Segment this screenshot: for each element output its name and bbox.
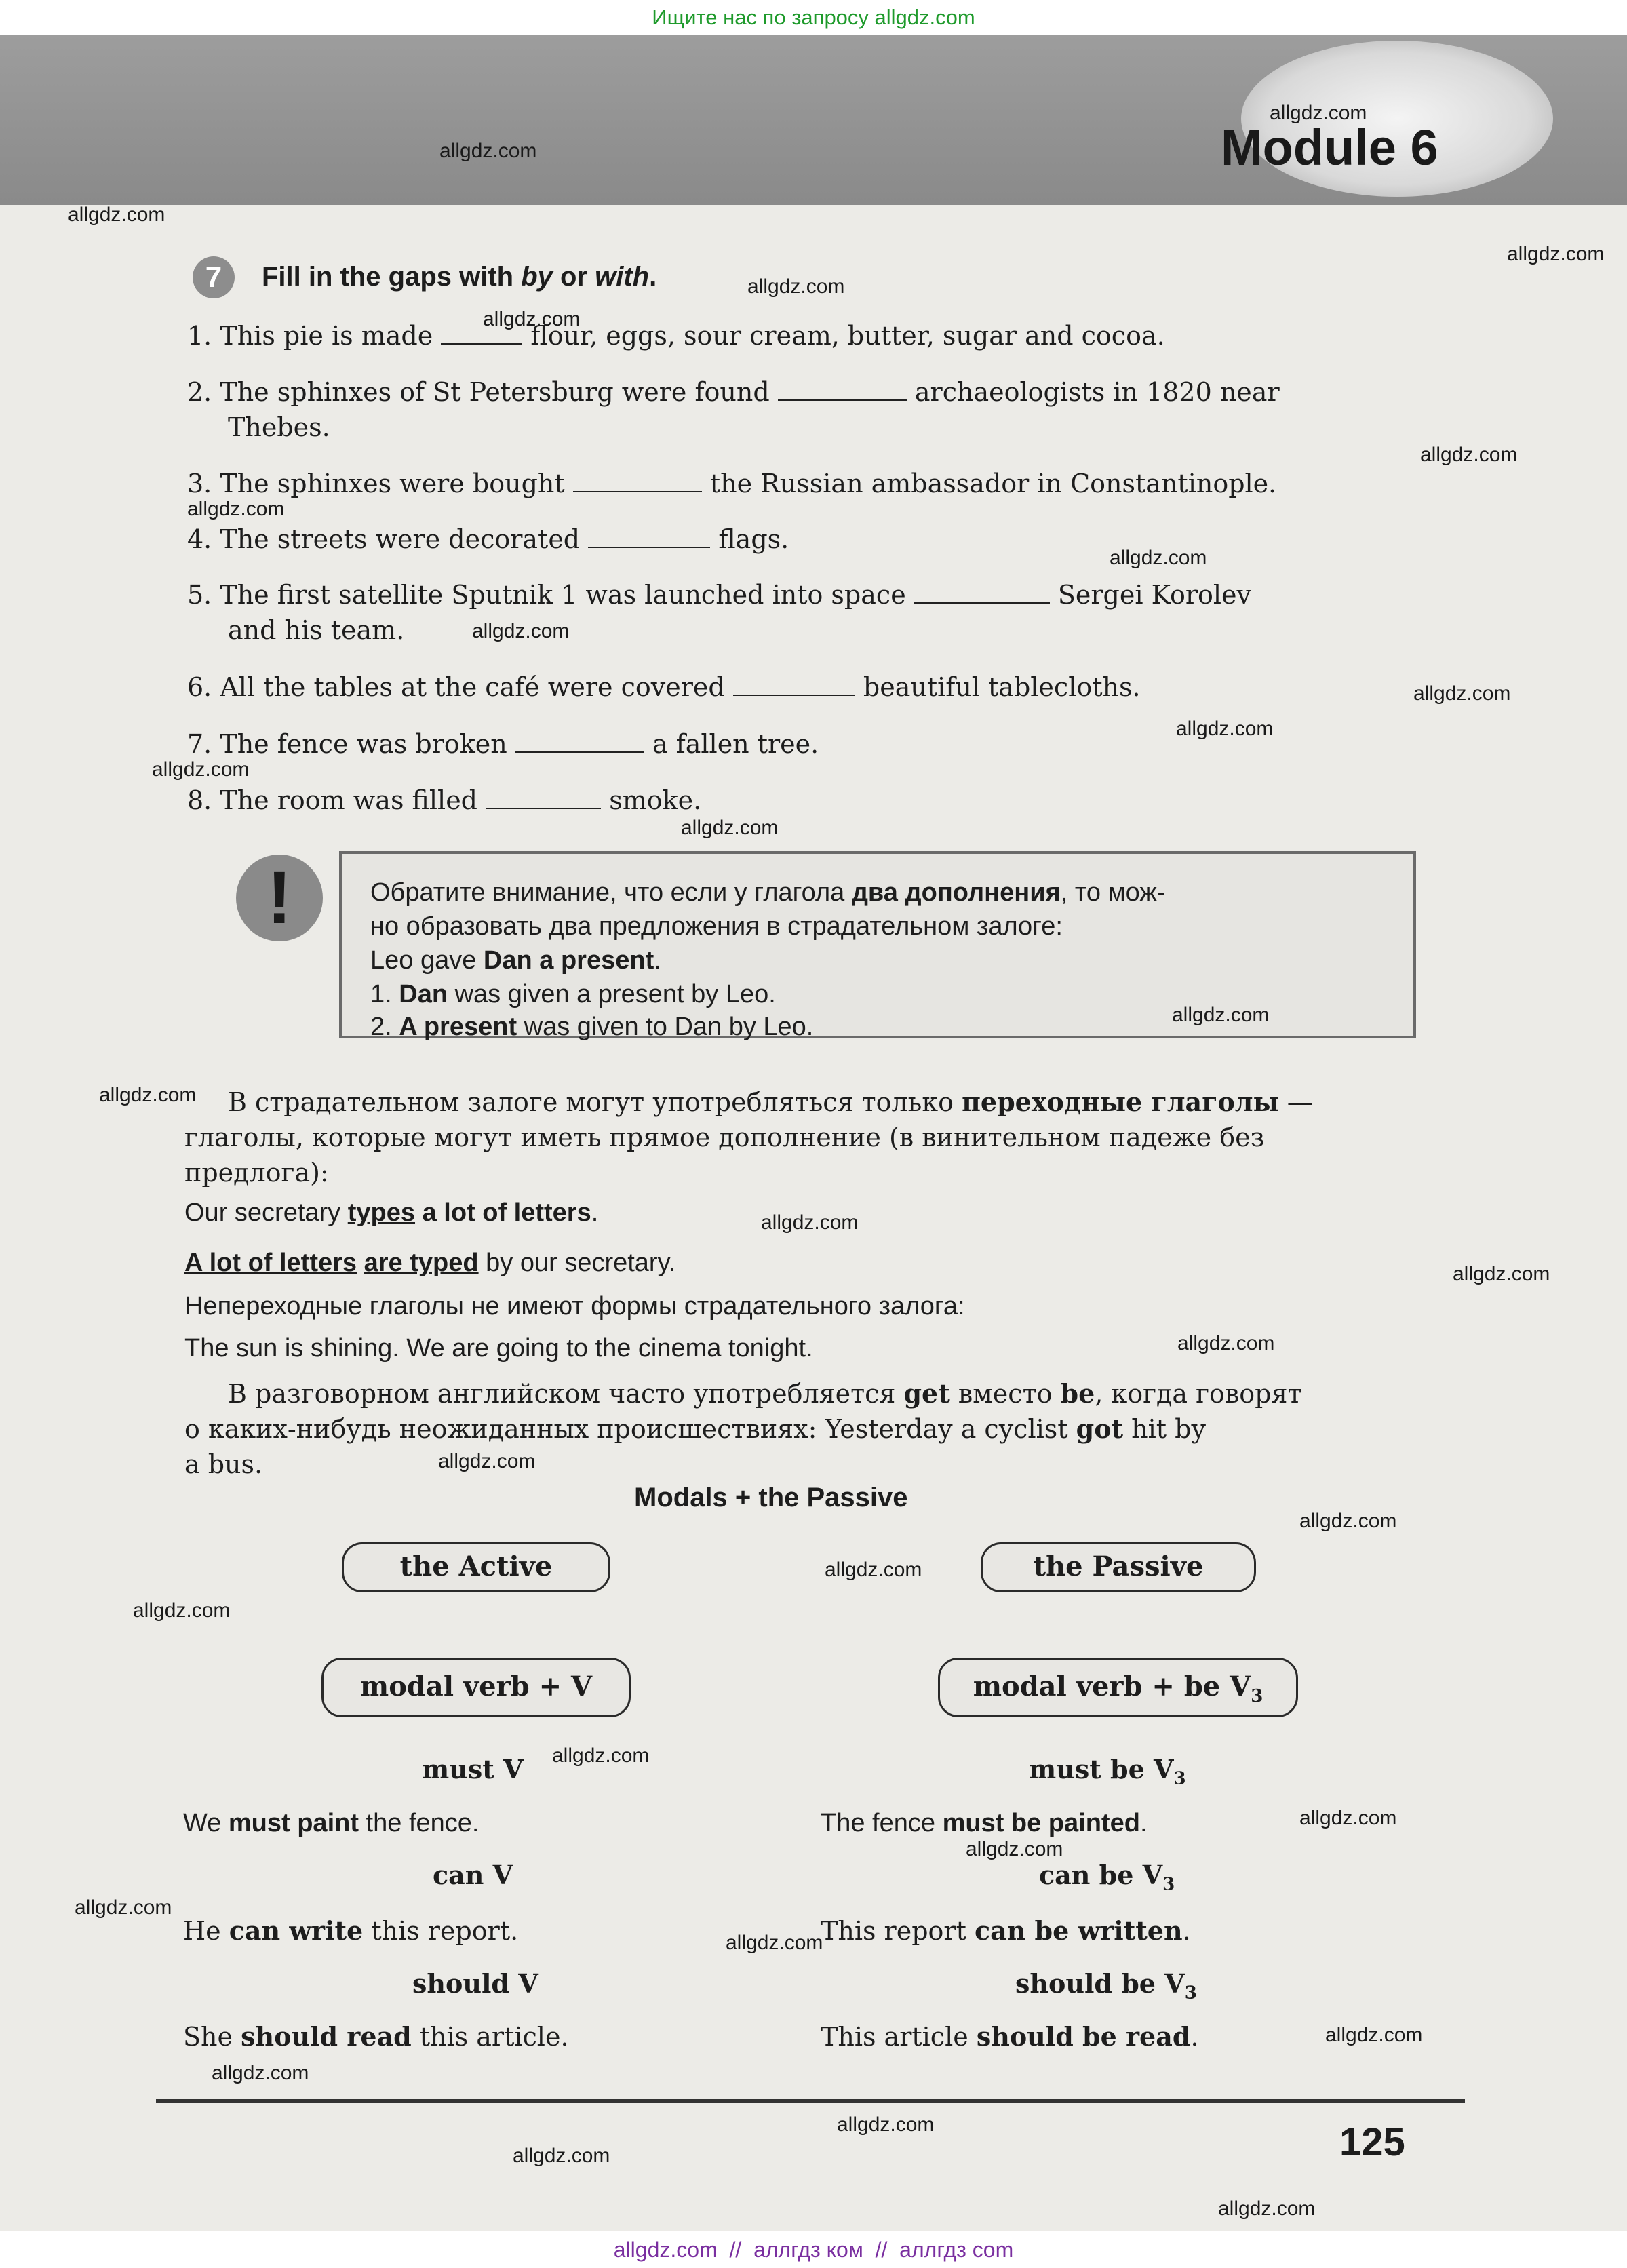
can-active: can V <box>433 1860 513 1890</box>
sentence-2: 2. The sphinxes of St Petersburg were found archaeologists in 1820 near <box>187 377 1280 407</box>
example-intransitive: The sun is shining. We are going to the cinema tonight. <box>184 1334 813 1363</box>
watermark: allgdz.com <box>1413 682 1511 705</box>
watermark: allgdz.com <box>726 1932 823 1954</box>
watermark: allgdz.com <box>1325 2024 1423 2046</box>
watermark: allgdz.com <box>99 1084 197 1106</box>
watermark: allgdz.com <box>152 758 250 781</box>
watermark: allgdz.com <box>1218 2197 1316 2220</box>
can-passive: can be $V_3$ <box>1039 1860 1175 1895</box>
watermark: allgdz.com <box>1270 102 1367 124</box>
watermark: allgdz.com <box>513 2145 610 2167</box>
bottom-rule <box>156 2099 1465 2103</box>
theory-p7: a bus. <box>184 1449 263 1479</box>
theory-p6: о каких-нибудь неожиданных происшествиях: Yesterday a cyclist got hit by <box>184 1413 1206 1444</box>
watermark: allgdz.com <box>187 498 285 520</box>
must-active-example: We must paint the fence. <box>183 1809 479 1837</box>
sentence-8: 8. The room was filled smoke. <box>187 785 702 815</box>
note-line-4: 1. Dan was given a present by Leo. <box>370 980 776 1009</box>
watermark: allgdz.com <box>68 203 165 226</box>
watermark: allgdz.com <box>1453 1263 1550 1285</box>
note-line-1: Обратите внимание, что если у глагола два дополнения, то мож- <box>370 878 1166 907</box>
exclamation-icon: ! <box>236 855 323 941</box>
formula-active: modal verb + V <box>321 1658 631 1717</box>
theory-p1: В страдательном залоге могут употребляться только переходные глаголы — <box>228 1087 1313 1117</box>
active-label: the Active <box>342 1542 610 1592</box>
watermark: allgdz.com <box>1110 547 1207 569</box>
should-active-example: She should read this article. <box>183 2021 569 2052</box>
sentence-5-continuation: and his team. <box>228 615 405 645</box>
should-passive: should be $V_3$ <box>1015 1968 1197 2003</box>
sentence-4: 4. The streets were decorated flags. <box>187 524 789 554</box>
gap-7[interactable] <box>515 728 644 753</box>
watermark: allgdz.com <box>1177 1332 1275 1354</box>
sentence-3: 3. The sphinxes were bought the Russian ambassador in Constantinople. <box>187 469 1277 498</box>
gap-4[interactable] <box>588 524 710 548</box>
exercise-number-badge: 7 <box>193 256 235 298</box>
note-line-2: но образовать два предложения в страдательном залоге: <box>370 912 1063 941</box>
sentence-5: 5. The first satellite Sputnik 1 was launched into space Sergei Korolev <box>187 580 1252 610</box>
watermark: allgdz.com <box>681 817 779 839</box>
gap-6[interactable] <box>733 671 855 696</box>
exercise-instruction: Fill in the gaps with by or with. <box>262 262 657 292</box>
sentence-1: 1. This pie is made flour, eggs, sour cream, butter, sugar and cocoa. <box>187 321 1165 351</box>
theory-p2: глаголы, которые могут иметь прямое дополнение (в винительном падеже без <box>184 1122 1265 1152</box>
example-passive: A lot of letters are typed by our secretary. <box>184 1249 676 1277</box>
watermark: allgdz.com <box>1507 243 1605 265</box>
watermark: allgdz.com <box>438 1450 536 1472</box>
must-passive-example: The fence must be painted. <box>821 1809 1148 1837</box>
watermark: allgdz.com <box>837 2113 935 2136</box>
sentence-2-continuation: Thebes. <box>228 412 330 442</box>
top-banner-text: Ищите нас по запросу allgdz.com <box>652 5 975 29</box>
watermark: allgdz.com <box>1176 718 1274 740</box>
sentence-6: 6. All the tables at the café were covered beautiful tablecloths. <box>187 672 1141 702</box>
watermark: allgdz.com <box>825 1559 922 1581</box>
watermark: allgdz.com <box>472 620 570 642</box>
should-passive-example: This article should be read. <box>821 2021 1199 2052</box>
watermark: allgdz.com <box>552 1744 650 1767</box>
watermark: allgdz.com <box>212 2062 309 2084</box>
watermark: allgdz.com <box>747 275 845 298</box>
watermark: allgdz.com <box>1420 444 1518 466</box>
gap-2[interactable] <box>778 376 907 401</box>
watermark: allgdz.com <box>483 308 581 330</box>
passive-label: the Passive <box>981 1542 1256 1592</box>
watermark: allgdz.com <box>966 1838 1063 1860</box>
example-active: Our secretary types a lot of letters. <box>184 1198 599 1227</box>
sentence-7: 7. The fence was broken a fallen tree. <box>187 729 819 759</box>
watermark: allgdz.com <box>75 1896 172 1919</box>
note-line-3: Leo gave Dan a present. <box>370 946 661 975</box>
module-title: Module 6 <box>1221 119 1438 176</box>
note-line-5: 2. A present was given to Dan by Leo. <box>370 1013 814 1041</box>
theory-p4: Непереходные глаголы не имеют формы страдательного залога: <box>184 1292 965 1321</box>
theory-p5: В разговорном английском часто употребляется get вместо be, когда говорят <box>228 1378 1302 1409</box>
page-number: 125 <box>1339 2120 1405 2164</box>
watermark: allgdz.com <box>1172 1004 1270 1026</box>
watermark: allgdz.com <box>761 1211 859 1234</box>
footer-text: allgdz.com // аллгдз ком // аллгдз com <box>613 2237 1014 2262</box>
gap-3[interactable] <box>573 468 702 492</box>
should-active: should V <box>412 1968 538 1999</box>
must-passive: must be $V_3$ <box>1029 1754 1186 1789</box>
watermark: allgdz.com <box>1299 1807 1397 1829</box>
theory-p3: предлога): <box>184 1158 329 1188</box>
footer-banner <box>0 2231 1627 2268</box>
must-active: must V <box>422 1754 524 1784</box>
gap-8[interactable] <box>486 785 601 809</box>
can-passive-example: This report can be written. <box>821 1915 1191 1946</box>
can-active-example: He can write this report. <box>183 1915 519 1946</box>
formula-passive: modal verb + be $V_3$ <box>938 1658 1298 1717</box>
modals-title: Modals + the Passive <box>634 1483 908 1512</box>
top-banner <box>0 0 1627 35</box>
watermark: allgdz.com <box>439 140 537 162</box>
watermark: allgdz.com <box>1299 1510 1397 1532</box>
gap-5[interactable] <box>914 579 1050 604</box>
watermark: allgdz.com <box>133 1599 231 1622</box>
